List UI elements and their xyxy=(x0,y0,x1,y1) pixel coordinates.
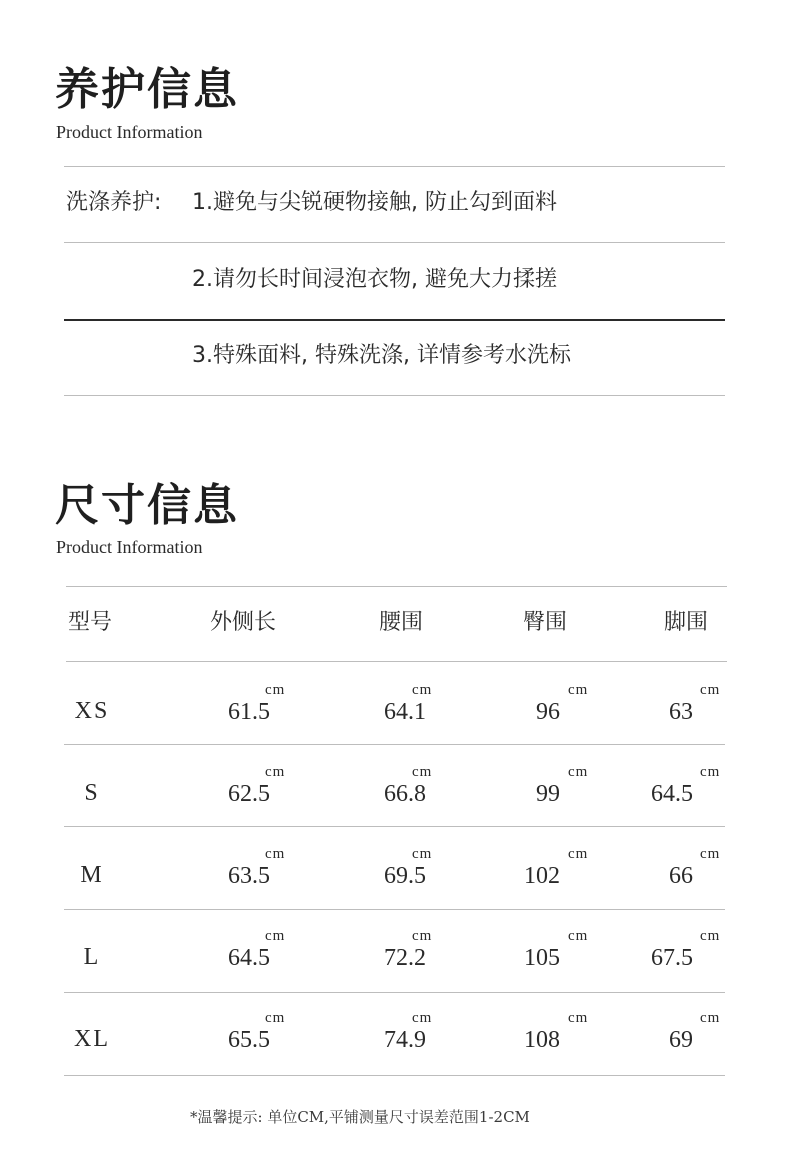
size-value: 74.9 xyxy=(384,1027,426,1053)
size-value: 102 xyxy=(524,863,560,889)
divider xyxy=(66,661,727,662)
unit-label: cm xyxy=(700,846,721,862)
divider xyxy=(64,395,725,396)
unit-label: cm xyxy=(412,764,433,780)
size-value: 96 xyxy=(536,699,560,725)
size-value: 61.5 xyxy=(228,699,270,725)
size-value: 69.5 xyxy=(384,863,426,889)
unit-label: cm xyxy=(412,1010,433,1026)
divider xyxy=(64,992,725,993)
divider xyxy=(64,744,725,745)
size-value: 64.1 xyxy=(384,699,426,725)
unit-label: cm xyxy=(265,682,286,698)
size-label: L xyxy=(83,944,101,970)
care-item-2: 2.请勿长时间浸泡衣物, 避免大力揉搓 xyxy=(192,267,557,292)
unit-label: cm xyxy=(700,928,721,944)
header-hip: 臀围 xyxy=(523,610,568,635)
size-value: 64.5 xyxy=(228,945,270,971)
care-label: 洗涤养护: xyxy=(66,190,162,215)
unit-label: cm xyxy=(700,1010,721,1026)
unit-label: cm xyxy=(412,846,433,862)
unit-label: cm xyxy=(412,682,433,698)
unit-label: cm xyxy=(265,1010,286,1026)
size-value: 63 xyxy=(669,699,693,725)
size-value: 69 xyxy=(669,1027,693,1053)
unit-label: cm xyxy=(700,682,721,698)
size-section-title: 尺寸信息 xyxy=(55,480,239,531)
unit-label: cm xyxy=(265,928,286,944)
unit-label: cm xyxy=(412,928,433,944)
header-waist: 腰围 xyxy=(379,610,424,635)
size-value: 66 xyxy=(669,863,693,889)
unit-label: cm xyxy=(568,764,589,780)
size-value: 105 xyxy=(524,945,560,971)
care-section-subtitle: Product Information xyxy=(56,122,203,142)
divider xyxy=(64,1075,725,1076)
size-section-subtitle: Product Information xyxy=(56,537,203,557)
unit-label: cm xyxy=(568,682,589,698)
header-outer-length: 外侧长 xyxy=(210,610,277,635)
size-label: XS xyxy=(74,698,110,724)
size-value: 99 xyxy=(536,781,560,807)
size-value: 108 xyxy=(524,1027,560,1053)
size-value: 66.8 xyxy=(384,781,426,807)
size-value: 65.5 xyxy=(228,1027,270,1053)
size-label: M xyxy=(80,862,104,888)
footnote: *温馨提示: 单位CM,平铺测量尺寸误差范围1-2CM xyxy=(190,1108,530,1126)
size-label: XL xyxy=(74,1026,110,1052)
care-section-title: 养护信息 xyxy=(55,64,239,115)
unit-label: cm xyxy=(568,1010,589,1026)
unit-label: cm xyxy=(568,928,589,944)
divider xyxy=(64,242,725,243)
unit-label: cm xyxy=(568,846,589,862)
unit-label: cm xyxy=(265,764,286,780)
size-value: 64.5 xyxy=(651,781,693,807)
size-label: S xyxy=(84,780,100,806)
unit-label: cm xyxy=(265,846,286,862)
divider xyxy=(64,909,725,910)
table-top-rule xyxy=(66,586,727,587)
unit-label: cm xyxy=(700,764,721,780)
header-hem: 脚围 xyxy=(664,610,709,635)
care-item-1: 1.避免与尖锐硬物接触, 防止勾到面料 xyxy=(192,190,557,215)
size-value: 72.2 xyxy=(384,945,426,971)
size-value: 67.5 xyxy=(651,945,693,971)
divider xyxy=(64,826,725,827)
care-item-3: 3.特殊面料, 特殊洗涤, 详情参考水洗标 xyxy=(192,343,571,368)
divider xyxy=(64,166,725,167)
size-value: 62.5 xyxy=(228,781,270,807)
divider xyxy=(64,319,725,321)
header-model: 型号 xyxy=(68,610,113,635)
size-value: 63.5 xyxy=(228,863,270,889)
